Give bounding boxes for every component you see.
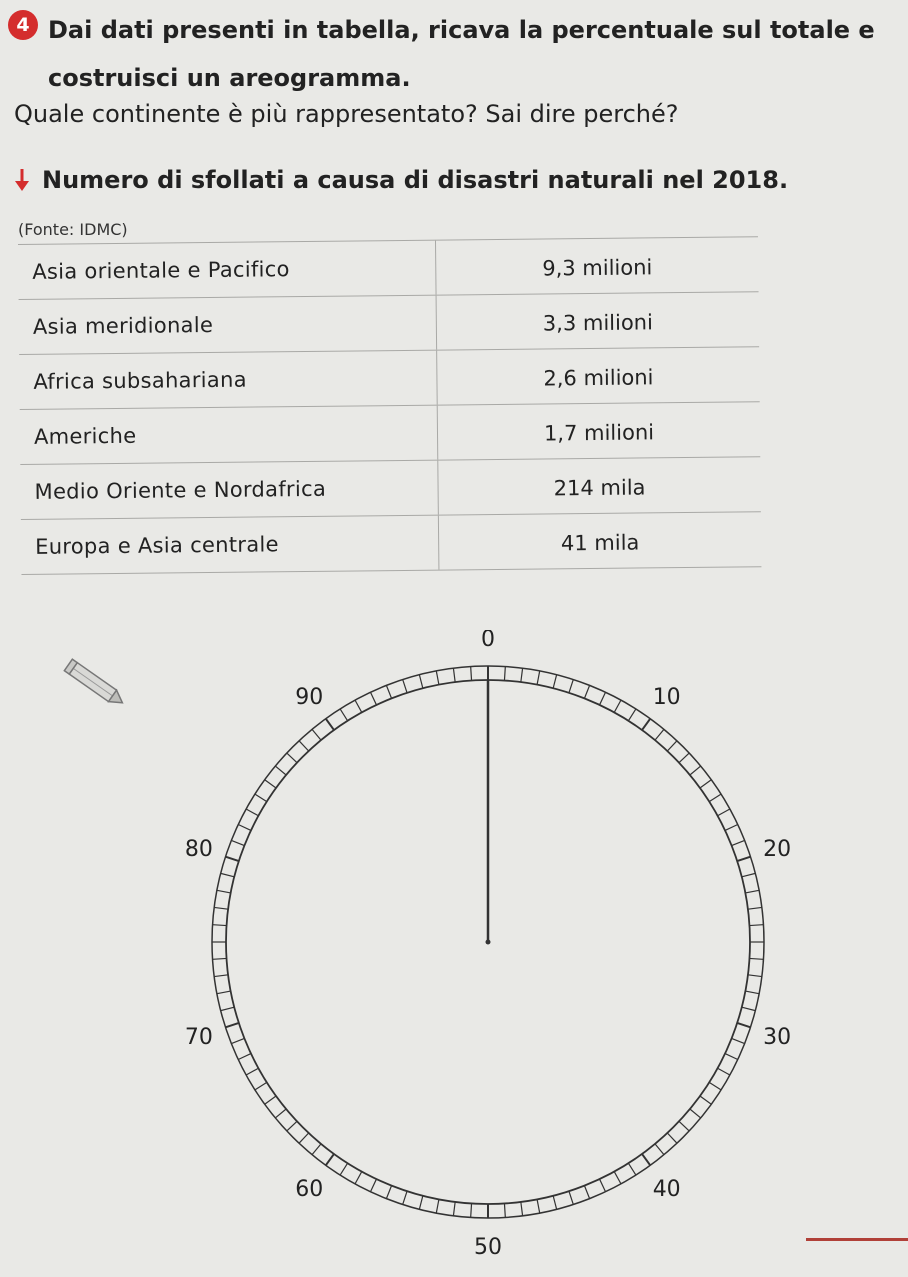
dial-tick: [403, 680, 407, 693]
table-row: [19, 347, 760, 410]
dial-label-0: 0: [481, 630, 495, 652]
dial-tick: [737, 857, 750, 861]
dial-tick: [226, 857, 239, 861]
dial-tick: [742, 1007, 756, 1010]
dial-tick: [255, 1082, 267, 1090]
dial-tick: [732, 840, 745, 845]
dial-tick: [213, 925, 227, 926]
dial-tick: [312, 729, 321, 740]
dial-tick: [355, 700, 362, 712]
table-row: [21, 512, 762, 575]
dial-tick: [742, 873, 756, 876]
dial-label-20: 20: [763, 837, 792, 863]
dial-tick: [419, 1196, 422, 1210]
instruction-line-1: Dai dati presenti in tabella, ricava la percentuale sul totale e: [48, 16, 875, 44]
pencil-icon: [62, 650, 132, 720]
dial-tick: [275, 766, 286, 775]
value-cell: 1,7 milioni: [543, 420, 655, 446]
dial-center: [486, 940, 491, 945]
dial-tick: [748, 907, 762, 909]
table-title: [12, 166, 788, 194]
dial-tick: [312, 1144, 321, 1155]
dial-tick: [655, 729, 664, 740]
value-cell: 2,6 milioni: [543, 365, 654, 391]
region-cell: Africa subsahariana: [19, 351, 438, 409]
dial-tick: [217, 890, 231, 893]
dial-tick: [238, 1054, 251, 1060]
dial-tick: [749, 958, 763, 959]
dial-tick: [340, 1163, 348, 1175]
dial-tick: [419, 675, 422, 689]
dial-tick: [214, 907, 228, 909]
dial-tick: [553, 675, 556, 689]
dial-tick: [600, 1179, 606, 1192]
dial-tick: [326, 719, 334, 730]
dial-tick: [213, 958, 227, 959]
value-cell: 9,3 milioni: [542, 255, 653, 281]
dial-tick: [265, 780, 276, 788]
dial-tick: [709, 1082, 721, 1090]
displaced-people-table: [18, 236, 761, 575]
dial-tick: [238, 824, 251, 830]
table-title-text: Numero di sfollati a causa di disastri naturali nel 2018.: [42, 166, 789, 194]
dial-tick: [231, 1038, 244, 1043]
dial-label-70: 70: [184, 1024, 213, 1050]
dial-tick: [217, 991, 231, 994]
dial-tick: [287, 753, 297, 763]
dial-tick: [584, 685, 589, 698]
region-cell: Americhe: [20, 406, 439, 464]
value-cell: 41 mila: [560, 530, 640, 556]
dial-tick: [436, 1199, 439, 1213]
dial-tick: [614, 1172, 621, 1184]
decorative-line: [806, 1238, 908, 1241]
dial-tick: [642, 719, 650, 730]
dial-tick: [221, 1007, 235, 1010]
table-row: [19, 292, 760, 355]
dial-tick: [326, 1154, 334, 1165]
table-row: [20, 402, 761, 465]
dial-tick: [642, 1154, 650, 1165]
arrow-down-icon: [12, 167, 32, 193]
dial-tick: [600, 692, 606, 705]
dial-tick: [749, 925, 763, 926]
dial-label-40: 40: [652, 1176, 681, 1202]
dial-tick: [299, 1133, 309, 1143]
dial-tick: [287, 1121, 297, 1131]
region-cell: Asia meridionale: [19, 296, 438, 354]
dial-tick: [655, 1144, 664, 1155]
dial-tick: [718, 809, 730, 816]
table-row: [20, 457, 761, 520]
dial-tick: [569, 1191, 573, 1204]
dial-label-10: 10: [652, 685, 681, 711]
dial-tick: [553, 1196, 556, 1210]
region-cell: Asia orientale e Pacifico: [18, 241, 437, 299]
dial-tick: [732, 1038, 745, 1043]
dial-label-50: 50: [474, 1235, 502, 1260]
dial-tick: [690, 1109, 701, 1118]
dial-tick: [504, 667, 505, 681]
table-source: (Fonte: IDMC): [18, 220, 128, 239]
dial-tick: [221, 873, 235, 876]
value-cell: 3,3 milioni: [542, 310, 653, 336]
dial-tick: [355, 1172, 362, 1184]
dial-tick: [537, 1199, 540, 1213]
dial-tick: [340, 709, 348, 721]
exercise-instruction: [8, 6, 888, 102]
dial-tick: [745, 991, 759, 994]
dial-tick: [667, 1133, 677, 1143]
dial-tick: [370, 692, 376, 705]
region-cell: Europa e Asia centrale: [21, 516, 440, 574]
dial-tick: [725, 824, 738, 830]
dial-tick: [504, 1203, 505, 1217]
dial-tick: [265, 1096, 276, 1104]
dial-tick: [748, 975, 762, 977]
dial-tick: [521, 668, 523, 682]
dial-tick: [709, 794, 721, 802]
dial-tick: [584, 1186, 589, 1199]
question-text: Quale continente è più rappresentato? Sai dire perché?: [14, 100, 679, 128]
dial-tick: [745, 890, 759, 893]
dial-tick: [569, 680, 573, 693]
dial-tick: [628, 709, 636, 721]
value-cell: 214 mila: [553, 475, 646, 501]
dial-tick: [453, 1202, 455, 1216]
exercise-block: [8, 6, 888, 102]
dial-label-60: 60: [295, 1176, 324, 1202]
dial-tick: [299, 741, 309, 751]
dial-tick: [246, 809, 258, 816]
dial-tick: [700, 1096, 711, 1104]
dial-label-80: 80: [184, 837, 213, 863]
dial-tick: [667, 741, 677, 751]
dial-tick: [386, 1186, 391, 1199]
dial-tick: [471, 1203, 472, 1217]
dial-tick: [725, 1054, 738, 1060]
dial-tick: [679, 1121, 689, 1131]
dial-tick: [537, 671, 540, 685]
region-cell: Medio Oriente e Nordafrica: [20, 461, 439, 519]
dial-tick: [255, 794, 267, 802]
exercise-number-badge: 4: [8, 10, 38, 40]
dial-tick: [436, 671, 439, 685]
dial-tick: [214, 975, 228, 977]
dial-tick: [231, 840, 244, 845]
dial-tick: [521, 1202, 523, 1216]
pie-chart-template: [170, 630, 810, 1270]
dial-tick: [246, 1068, 258, 1075]
table-row: [18, 236, 759, 300]
dial-label-90: 90: [295, 685, 324, 711]
dial-tick: [690, 766, 701, 775]
dial-tick: [226, 1023, 239, 1027]
dial-tick: [275, 1109, 286, 1118]
dial-tick: [700, 780, 711, 788]
dial-tick: [471, 667, 472, 681]
dial-tick: [679, 753, 689, 763]
instruction-line-2: costruisci un areogramma.: [48, 64, 411, 92]
dial-tick: [614, 700, 621, 712]
dial-tick: [628, 1163, 636, 1175]
dial-tick: [370, 1179, 376, 1192]
dial-tick: [403, 1191, 407, 1204]
dial-tick: [737, 1023, 750, 1027]
dial-tick: [453, 668, 455, 682]
dial-tick: [718, 1068, 730, 1075]
dial-label-30: 30: [763, 1024, 792, 1050]
dial-tick: [386, 685, 391, 698]
